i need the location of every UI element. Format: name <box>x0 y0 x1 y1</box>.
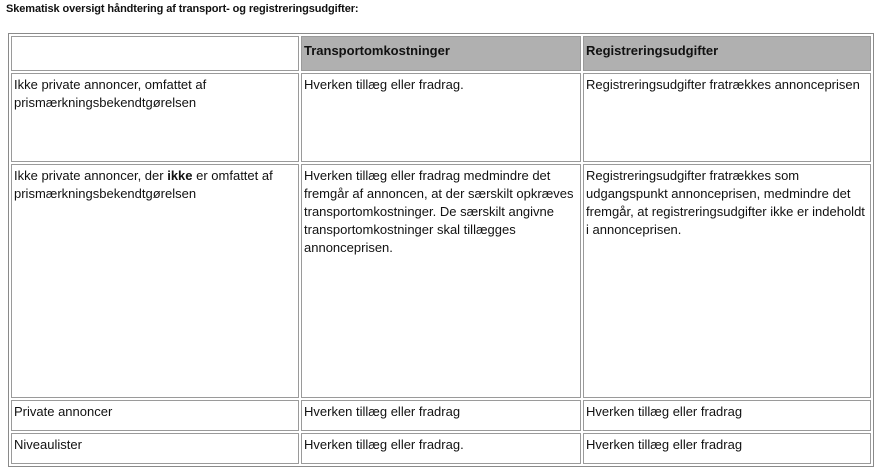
label-text-after: er omfattet af prismærkningsbekendtgørelsen <box>14 168 273 201</box>
row-label-cell: Niveaulister <box>11 433 299 464</box>
overview-table <box>8 33 874 467</box>
table-header-row <box>11 36 871 71</box>
label-text-before: Ikke private annoncer, der <box>14 168 168 183</box>
registrering-cell: Hverken tillæg eller fradrag <box>583 400 871 431</box>
row-label-cell <box>11 164 299 398</box>
table-row <box>11 73 871 162</box>
header-cell-empty <box>11 36 299 71</box>
row-label-cell: Private annoncer <box>11 400 299 431</box>
row-label-cell: Ikke private annoncer, omfattet af prismærkningsbekendtgørelsen <box>11 73 299 162</box>
table-row <box>11 164 871 398</box>
header-cell-transport: Transportomkostninger <box>301 36 581 71</box>
header-cell-registrering: Registreringsudgifter <box>583 36 871 71</box>
registrering-cell: Registreringsudgifter fratrækkes annonceprisen <box>583 73 871 162</box>
page-title: Skematisk oversigt håndtering af transport- og registreringsudgifter: <box>6 3 359 15</box>
transport-cell: Hverken tillæg eller fradrag. <box>301 73 581 162</box>
transport-cell: Hverken tillæg eller fradrag medmindre det fremgår af annoncen, at der særskilt opkræves transportomkostninger. De særskilt angivne transportomkostninger skal tillægges annonceprisen. <box>301 164 581 398</box>
transport-cell: Hverken tillæg eller fradrag <box>301 400 581 431</box>
label-emphasis: ikke <box>167 168 193 183</box>
transport-cell: Hverken tillæg eller fradrag. <box>301 433 581 464</box>
registrering-cell: Hverken tillæg eller fradrag <box>583 433 871 464</box>
registrering-cell: Registreringsudgifter fratrækkes som udgangspunkt annonceprisen, medmindre det fremgår, at registreringsudgifter ikke er indeholdt i annonceprisen. <box>583 164 871 398</box>
table-row <box>11 433 871 464</box>
table-row <box>11 400 871 431</box>
